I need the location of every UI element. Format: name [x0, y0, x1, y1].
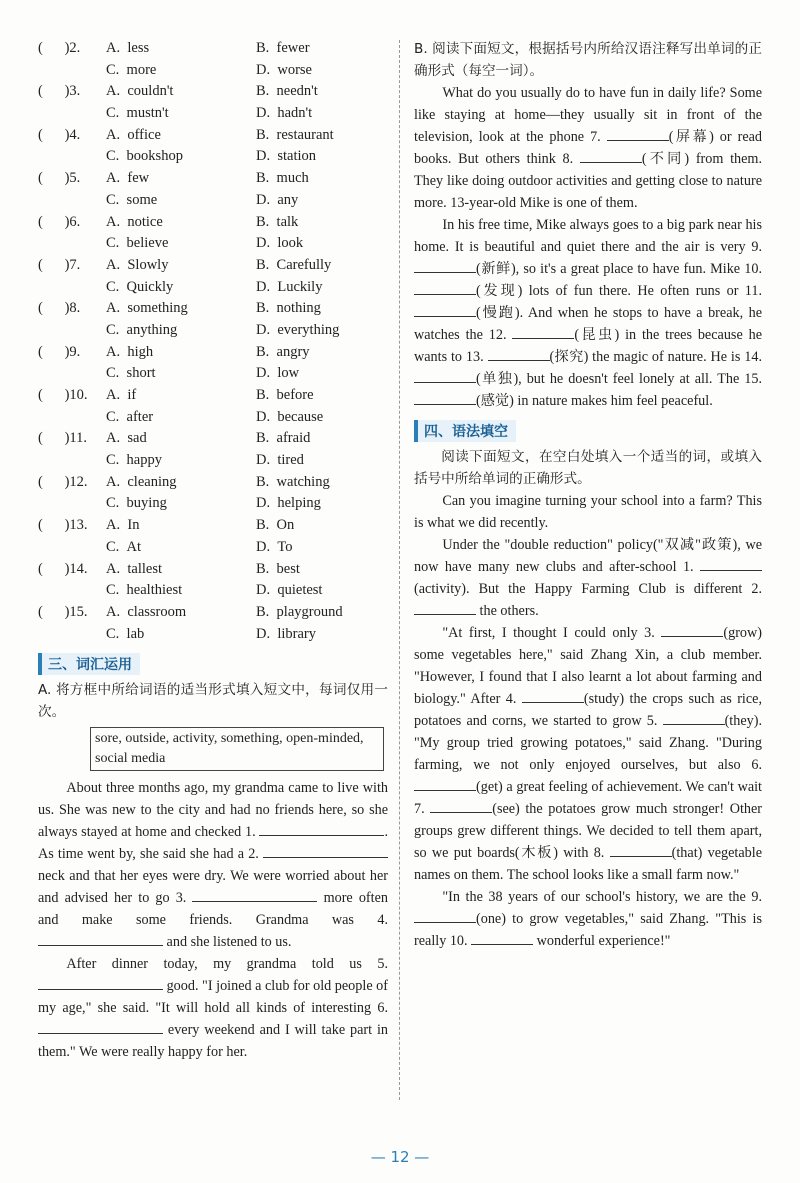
- option-d: D. Luckily: [256, 278, 323, 295]
- mc-question-13-row2: [38, 537, 388, 559]
- option-a: A. few: [106, 170, 150, 187]
- option-c: C. believe: [106, 235, 169, 252]
- option-b: B. restaurant: [256, 126, 334, 143]
- option-d: D. any: [256, 191, 299, 208]
- option-c: C. more: [106, 61, 157, 78]
- word-box: sore, outside, activity, something, open-minded, social media: [90, 727, 384, 771]
- blank-c1[interactable]: [700, 556, 762, 571]
- option-d: D. station: [256, 148, 317, 165]
- option-c: C. happy: [106, 452, 162, 469]
- blank-b10[interactable]: [414, 280, 476, 295]
- option-a: A. office: [106, 126, 161, 143]
- option-d: D. quietest: [256, 582, 323, 599]
- mc-question-14-row2: [38, 580, 388, 602]
- answer-paren[interactable]: ( )12.: [38, 473, 88, 490]
- section-3-heading: 三、词汇运用: [38, 653, 140, 675]
- option-b: B. nothing: [256, 300, 321, 317]
- option-d: D. worse: [256, 61, 312, 78]
- blank-b11[interactable]: [414, 302, 476, 317]
- mc-question-4: [38, 125, 388, 147]
- option-c: C. buying: [106, 495, 167, 512]
- mc-question-8-row2: [38, 320, 388, 342]
- option-b: B. On: [256, 517, 295, 534]
- blank-c7[interactable]: [430, 798, 492, 813]
- option-a: A. high: [106, 343, 154, 360]
- option-c: C. after: [106, 408, 154, 425]
- option-b: B. playground: [256, 603, 343, 620]
- answer-paren[interactable]: ( )3.: [38, 83, 81, 100]
- mc-question-9-row2: [38, 363, 388, 385]
- option-b: B. angry: [256, 343, 310, 360]
- option-b: B. best: [256, 560, 300, 577]
- blank-a3[interactable]: [192, 887, 317, 902]
- mc-question-15-row2: [38, 624, 388, 646]
- blank-c6[interactable]: [414, 776, 476, 791]
- blank-c8[interactable]: [610, 842, 672, 857]
- option-c: C. At: [106, 538, 142, 555]
- mc-question-14: [38, 559, 388, 581]
- mc-question-13: [38, 515, 388, 537]
- blank-b9[interactable]: [414, 258, 476, 273]
- option-d: D. hadn't: [256, 105, 313, 122]
- option-a: A. tallest: [106, 560, 162, 577]
- blank-b7[interactable]: [607, 126, 669, 141]
- answer-paren[interactable]: ( )4.: [38, 126, 81, 143]
- blank-b8[interactable]: [580, 148, 642, 163]
- option-c: C. some: [106, 191, 158, 208]
- mc-question-8: [38, 298, 388, 320]
- passage-c-paragraph-1: Can you imagine turning your school into a farm? This is what we did recently.: [414, 493, 762, 531]
- column-divider: [399, 40, 400, 1100]
- blank-a2[interactable]: [263, 843, 388, 858]
- mc-question-5-row2: [38, 190, 388, 212]
- passage-a-paragraph-1: About three months ago, my grandma came to live with us. She was new to the city and had no friends here, so she always stayed at home and checked 1. . As time went by, she said she had a 2. neck and that her eyes were dry. We were worried about her and advised her to go 3. more often and make some friends. Grandma was 4. and she listened to us.: [38, 780, 388, 951]
- blank-c4[interactable]: [522, 688, 584, 703]
- option-b: B. talk: [256, 213, 299, 230]
- blank-b13[interactable]: [488, 346, 550, 361]
- answer-paren[interactable]: ( )5.: [38, 170, 81, 187]
- mc-question-3: [38, 81, 388, 103]
- mc-question-10: [38, 385, 388, 407]
- mc-question-7: [38, 255, 388, 277]
- answer-paren[interactable]: ( )7.: [38, 256, 81, 273]
- multiple-choice-list: [38, 38, 388, 645]
- mc-question-2-row2: [38, 60, 388, 82]
- option-b: B. fewer: [256, 40, 310, 56]
- option-b: B. much: [256, 170, 309, 187]
- option-c: C. lab: [106, 625, 145, 642]
- section-4-instruction: 阅读下面短文，在空白处填入一个适当的词，或填入括号中所给单词的正确形式。: [414, 449, 762, 487]
- option-c: C. anything: [106, 321, 178, 338]
- option-a: A. notice: [106, 213, 163, 230]
- blank-a6[interactable]: [38, 1019, 163, 1034]
- answer-paren[interactable]: ( )10.: [38, 387, 88, 403]
- answer-paren[interactable]: ( )11.: [38, 430, 88, 447]
- option-b: B. watching: [256, 473, 330, 490]
- answer-paren[interactable]: ( )13.: [38, 517, 88, 534]
- answer-paren[interactable]: ( )9.: [38, 343, 81, 360]
- option-a: A. cleaning: [106, 473, 177, 490]
- option-d: D. helping: [256, 495, 321, 512]
- mc-question-5: [38, 168, 388, 190]
- passage-c-paragraph-2: Under the "double reduction" policy("双减"政策), we now have many new clubs and after-school 1. (activity). But the Happy Farming Club is different 2. the others.: [414, 537, 762, 619]
- option-c: C. short: [106, 365, 156, 382]
- passage-b-paragraph-2: In his free time, Mike always goes to a big park near his home. It is beautiful and quiet there and the air is very 9. (新鲜), so it's a great place to have fun. Mike 10. (发现) lots of fun there. He often runs or 11. (慢跑). And when he stops to have a break, he watches the 12. (昆虫) in the trees because he wants to 13. (探究) the magic of nature. He is 14. (单独), but he doesn't feel lonely at all. The 15. (感觉) in nature makes him feel peaceful.: [414, 217, 763, 409]
- blank-a5[interactable]: [38, 975, 163, 990]
- blank-c5[interactable]: [663, 710, 725, 725]
- option-d: D. library: [256, 625, 317, 642]
- mc-question-11: [38, 428, 388, 450]
- option-a: A. couldn't: [106, 83, 174, 100]
- passage-a-paragraph-2: After dinner today, my grandma told us 5. good. "I joined a club for old people of my age," she said. "It will hold all kinds of interesting 6. every weekend and I will take part in them." We were really happy for her.: [38, 956, 388, 1061]
- section-3a-instruction: A. 将方框中所给词语的适当形式填入短文中，每词仅用一次。: [38, 682, 388, 721]
- option-a: A. if: [106, 387, 137, 403]
- option-a: A. less: [106, 40, 150, 56]
- option-b: B. afraid: [256, 430, 311, 447]
- option-b: B. Carefully: [256, 256, 332, 273]
- answer-paren[interactable]: ( )14.: [38, 560, 88, 577]
- section-4-heading: 四、语法填空: [414, 420, 516, 442]
- option-d: D. look: [256, 235, 304, 252]
- option-a: A. something: [106, 300, 188, 317]
- passage-c-paragraph-3: "At first, I thought I could only 3. (grow) some vegetables here," said Zhang Xin, a club member. "However, I found that I also learnt a lot about farming and biology." After 4. (study) the crops such as rice, potatoes and corns, we started to grow 5. (they). "My group tried growing potatoes," said Zhang. "During farming, we not only enjoyed ourselves, but also 6. (get) a great feeling of achievement. We can't wait 7. (see) the potatoes grow much stronger! Other groups grew different things. We decided to tell them apart, so we put boards(木板) with 8. (that) vegetable names on them. The school looks like a small farm now.": [414, 622, 762, 886]
- blank-c10[interactable]: [471, 930, 533, 945]
- passage-c-paragraph-4: "In the 38 years of our school's history, we are the 9. (one) to grow vegetables," said Zhang. "This is really 10. wonderful experience!": [414, 889, 762, 949]
- section-3b-instruction: B. 阅读下面短文，根据括号内所给汉语注释写出单词的正确形式（每空一词）。: [414, 41, 762, 79]
- mc-question-6: [38, 212, 388, 234]
- blank-a1[interactable]: [259, 821, 384, 836]
- option-a: A. sad: [106, 430, 147, 447]
- option-c: C. bookshop: [106, 148, 183, 165]
- answer-paren[interactable]: ( )15.: [38, 603, 88, 620]
- mc-question-12-row2: [38, 493, 388, 515]
- mc-question-15: [38, 602, 388, 624]
- mc-question-9: [38, 342, 388, 364]
- blank-c9[interactable]: [414, 908, 476, 923]
- option-a: A. classroom: [106, 603, 187, 620]
- mc-question-11-row2: [38, 450, 388, 472]
- blank-c3[interactable]: [661, 622, 723, 637]
- mc-question-2: [38, 38, 388, 60]
- blank-b15[interactable]: [414, 390, 476, 405]
- answer-paren[interactable]: ( )8.: [38, 300, 81, 317]
- passage-b-paragraph-1: What do you usually do to have fun in daily life? Some like staying at home—they usually sit in front of the television, look at the phone 7. (屏幕) or read books. But others think 8. (不同) from them. They like doing outdoor activities and getting close to nature more. 13-year-old Mike is one of them.: [414, 85, 763, 211]
- blank-b12[interactable]: [512, 324, 574, 339]
- blank-b14[interactable]: [414, 368, 476, 383]
- right-column: [414, 38, 762, 952]
- option-d: D. because: [256, 408, 324, 425]
- mc-question-4-row2: [38, 146, 388, 168]
- option-b: B. before: [256, 387, 314, 403]
- option-c: C. healthiest: [106, 582, 183, 599]
- blank-a4[interactable]: [38, 931, 163, 946]
- option-d: D. low: [256, 365, 300, 382]
- option-d: D. To: [256, 538, 293, 555]
- mc-question-3-row2: [38, 103, 388, 125]
- answer-paren[interactable]: ( )6.: [38, 213, 81, 230]
- page-number: — 12 —: [370, 1148, 430, 1166]
- answer-paren[interactable]: ( )2.: [38, 40, 81, 56]
- option-c: C. mustn't: [106, 105, 169, 122]
- mc-question-6-row2: [38, 233, 388, 255]
- option-a: A. In: [106, 517, 140, 534]
- option-c: C. Quickly: [106, 278, 174, 295]
- blank-c2[interactable]: [414, 600, 476, 615]
- option-a: A. Slowly: [106, 256, 169, 273]
- mc-question-10-row2: [38, 407, 388, 429]
- left-column: [38, 38, 388, 1063]
- option-b: B. needn't: [256, 83, 318, 100]
- mc-question-7-row2: [38, 277, 388, 299]
- mc-question-12: [38, 472, 388, 494]
- option-d: D. everything: [256, 321, 340, 338]
- option-d: D. tired: [256, 452, 304, 469]
